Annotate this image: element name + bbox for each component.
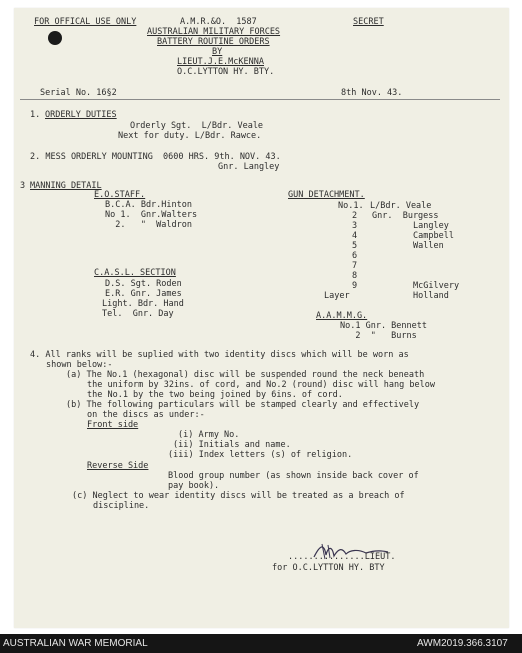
order-date: 8th Nov. 43. — [341, 88, 403, 98]
punch-hole — [48, 31, 62, 45]
document-page — [14, 8, 509, 628]
gun-crew-name: McGilvery — [413, 281, 460, 291]
signature-title: for O.C.LYTTON HY. BTY — [272, 563, 385, 573]
section-4-intro: 4. All ranks will be suplied with two identity discs which will be worn as — [30, 350, 409, 360]
by-label: BY — [212, 47, 223, 57]
reference-number: A.M.R.&O. 1587 — [180, 17, 257, 27]
section-2-heading: 2. MESS ORDERLY MOUNTING 0600 HRS. 9th. NOV. 43. — [30, 152, 281, 162]
eo-staff-row: 2. " Waldron — [105, 220, 192, 230]
gun-number: Layer — [324, 291, 350, 301]
document-subtitle: BATTERY ROUTINE ORDERS — [157, 37, 270, 47]
gun-crew-name: Campbell — [413, 231, 454, 241]
front-item: (iii) Index letters (s) of religion. — [168, 450, 353, 460]
gun-number: 3 — [352, 221, 358, 231]
secret-label: SECRET — [353, 17, 384, 27]
gun-number: 4 — [352, 231, 358, 241]
aammg-row: 2 " Burns — [340, 331, 417, 341]
front-item: (i) Army No. — [178, 430, 240, 440]
gun-detachment-heading: GUN DETACHMENT. — [288, 190, 365, 200]
gun-number: No.1. — [338, 201, 364, 211]
casl-section-heading: C.A.S.L. SECTION — [94, 268, 176, 278]
mess-orderly: Gnr. Langley — [218, 162, 280, 172]
serial-number: Serial No. 16§2 — [40, 88, 117, 98]
casl-row: D.S. Sgt. Roden — [105, 279, 182, 289]
clause-b: (b) The following particulars will be stamped clearly and effectively — [66, 400, 420, 410]
classification-label: FOR OFFICAL USE ONLY — [34, 17, 137, 27]
orderly-sergeant: Orderly Sgt. L/Bdr. Veale — [130, 121, 264, 131]
clause-a: (a) The No.1 (hexagonal) disc will be suspended round the neck beneath — [66, 370, 425, 380]
unit-name: O.C.LYTTON HY. BTY. — [177, 67, 275, 77]
clause-b-cont: on the discs as under:- — [87, 410, 205, 420]
gun-crew-name: Gnr. Burgess — [372, 211, 439, 221]
gun-crew-name: Langley — [413, 221, 449, 231]
front-side-heading: Front side — [87, 420, 139, 430]
gun-number: 8 — [352, 271, 358, 281]
clause-a-cont: the uniform by 32ins. of cord, and No.2 (round) disc will hang below — [87, 380, 435, 390]
casl-row: Light. Bdr. Hand — [102, 299, 184, 309]
aammg-heading: A.A.M.M.G. — [316, 311, 368, 321]
gun-number: 5 — [352, 241, 358, 251]
gun-crew-name: Holland — [413, 291, 449, 301]
officer-name: LIEUT.J.E.McKENNA — [177, 57, 264, 67]
clause-c: (c) Neglect to wear identity discs will be treated as a breach of — [72, 491, 405, 501]
archive-name: AUSTRALIAN WAR MEMORIAL — [3, 638, 148, 649]
clause-c-cont: discipline. — [93, 501, 150, 511]
gun-number: 9 — [352, 281, 358, 291]
eo-staff-row: B.C.A. Bdr.Hinton — [105, 200, 192, 210]
front-item: (ii) Initials and name. — [173, 440, 291, 450]
reverse-side-heading: Reverse Side — [87, 461, 149, 471]
eo-staff-heading: E.O.STAFF. — [94, 190, 146, 200]
gun-number: 7 — [352, 261, 358, 271]
header-rule — [20, 99, 500, 100]
gun-crew-name: Wallen — [413, 241, 444, 251]
clause-a-cont: the No.1 by the two being joined by 6ins. of cord. — [87, 390, 343, 400]
eo-staff-row: No 1. Gnr.Walters — [105, 210, 198, 220]
gun-number: 6 — [352, 251, 358, 261]
next-for-duty: Next for duty. L/Bdr. Rawce. — [118, 131, 262, 141]
section-4-intro-cont: shown below:- — [46, 360, 113, 370]
reverse-item-cont: pay book). — [168, 481, 220, 491]
casl-row: Tel. Gnr. Day — [102, 309, 174, 319]
section-3-heading: MANNING DETAIL — [30, 181, 102, 191]
casl-row: E.R. Gnr. James — [105, 289, 182, 299]
document-title: AUSTRALIAN MILITARY FORCES — [147, 27, 281, 37]
section-1-heading: ORDERLY DUTIES — [45, 110, 117, 120]
reverse-item: Blood group number (as shown inside back cover of — [168, 471, 419, 481]
archive-reference: AWM2019.366.3107 — [417, 638, 508, 649]
archive-footer — [0, 634, 522, 653]
gun-crew-name: L/Bdr. Veale — [370, 201, 432, 211]
section-3-number: 3 — [20, 181, 26, 191]
aammg-row: No.1 Gnr. Bennett — [340, 321, 427, 331]
gun-number: 2 — [352, 211, 358, 221]
signature-line: ...............LIEUT. — [288, 552, 396, 562]
section-1-number: 1. — [30, 110, 41, 120]
